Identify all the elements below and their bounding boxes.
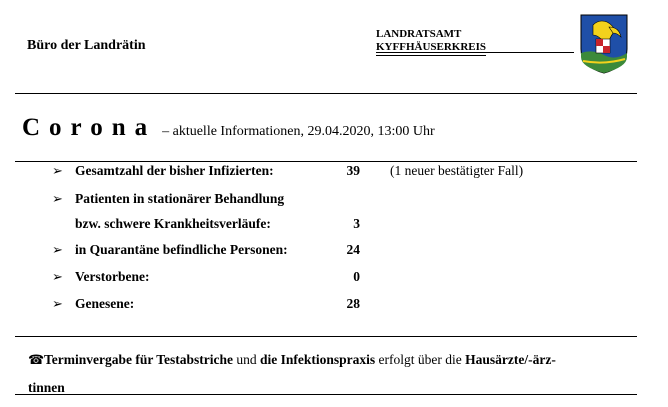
stat-row-severe <box>52 216 572 236</box>
stat-label: Gesamtzahl der bisher Infizierten: <box>75 163 274 178</box>
headline <box>22 114 435 142</box>
stat-value: 0 <box>353 269 360 284</box>
stat-label: Verstorbene: <box>75 269 150 284</box>
divider-headline <box>15 161 637 162</box>
stat-note: (1 neuer bestätigter Fall) <box>390 163 524 178</box>
divider-footer <box>15 336 637 337</box>
phone-icon: ☎ <box>28 352 45 367</box>
stat-label: Patienten in stationärer Behandlung <box>75 191 285 206</box>
headline-title: Corona <box>22 114 157 141</box>
stat-value: 28 <box>346 296 360 311</box>
bullet-arrow-icon: ➢ <box>52 269 63 284</box>
coat-of-arms-icon <box>579 13 629 75</box>
bullet-arrow-icon: ➢ <box>52 296 63 311</box>
footer-text-1: und <box>233 352 260 367</box>
stat-label: Genesene: <box>75 296 135 311</box>
stat-value: 24 <box>346 242 360 257</box>
authority-line1: LANDRATSAMT <box>376 28 462 40</box>
divider-top <box>15 93 637 94</box>
bullet-arrow-icon: ➢ <box>52 242 63 257</box>
authority-underline <box>376 52 574 53</box>
footer-bold-3: Hausärzte/-ärz- <box>465 352 556 367</box>
stat-value: 3 <box>353 216 360 231</box>
footer-bold-4: tinnen <box>28 380 65 395</box>
office-name: Büro der Landrätin <box>27 38 146 53</box>
stat-value: 39 <box>346 163 360 178</box>
stat-row-quarantine <box>52 242 572 262</box>
divider-bottom <box>15 394 637 395</box>
stat-row-recovered <box>52 296 572 316</box>
headline-subtitle: – aktuelle Informationen, 29.04.2020, 13:00 Uhr <box>162 124 435 139</box>
footer-text-2: erfolgt über die <box>375 352 466 367</box>
footer-bold-1: Terminvergabe für Testabstriche <box>44 352 233 367</box>
stat-row-hospital <box>52 191 572 211</box>
footer-bold-2: die Infektionspraxis <box>260 352 376 367</box>
bullet-arrow-icon: ➢ <box>52 163 63 178</box>
stat-row-deceased <box>52 269 572 289</box>
stat-label: in Quarantäne befindliche Personen: <box>75 242 288 257</box>
stat-row-infected <box>52 163 572 183</box>
authority-line2: KYFFHÄUSERKREIS <box>376 41 486 56</box>
bullet-arrow-icon: ➢ <box>52 191 63 206</box>
stat-label: bzw. schwere Krankheitsverläufe: <box>75 216 271 231</box>
